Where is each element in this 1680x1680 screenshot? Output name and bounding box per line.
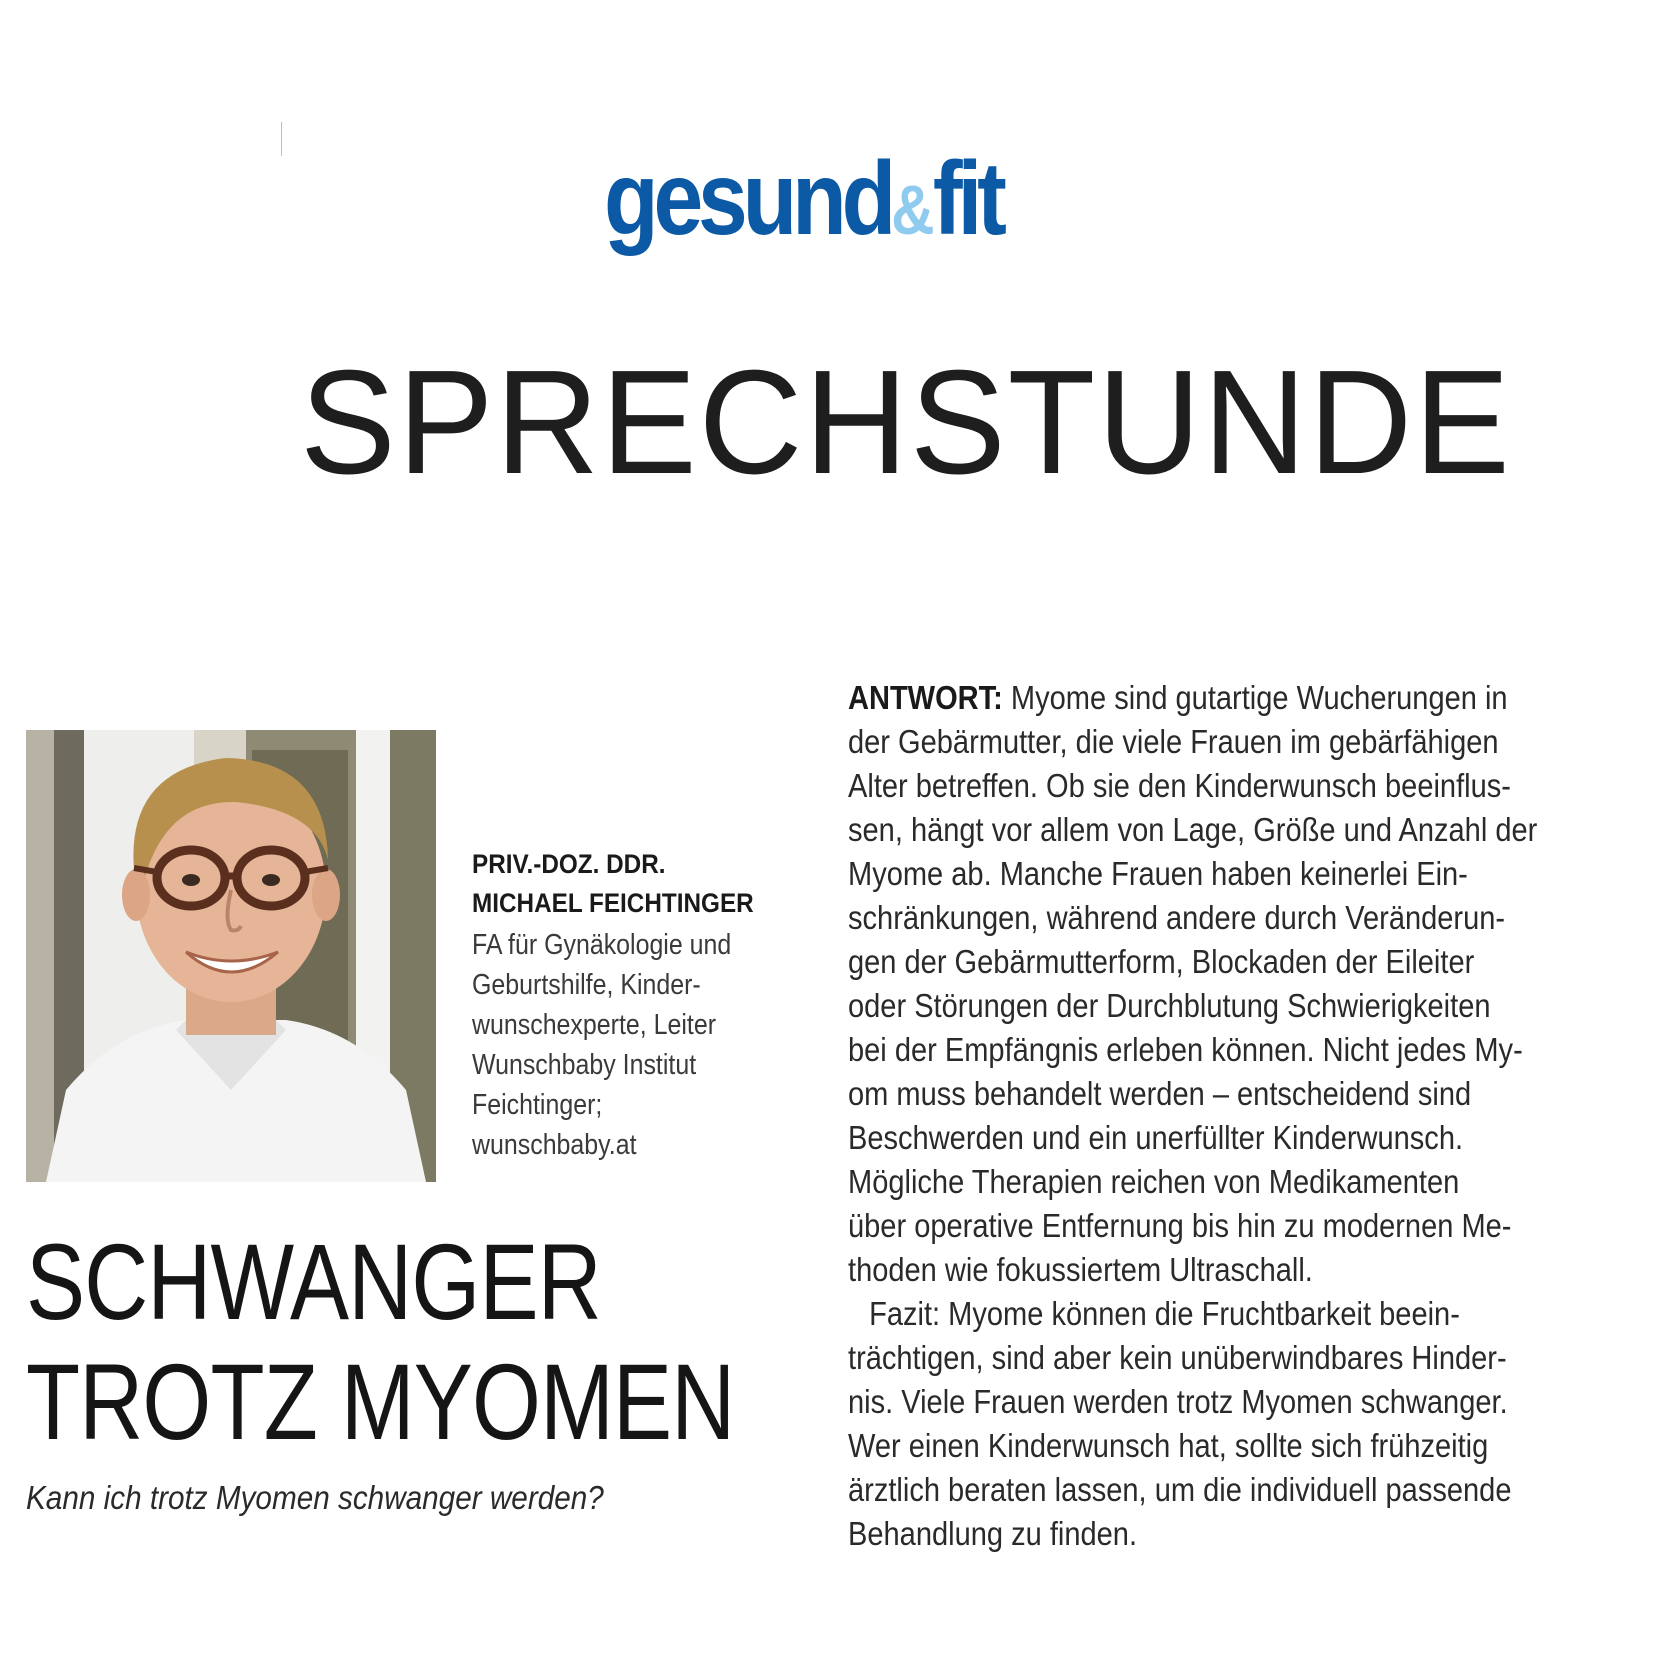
gesund-fit-logo xyxy=(604,124,1008,274)
conclusion-line: Fazit: Myome können die Fruchtbarkeit beein- xyxy=(869,1295,1460,1332)
answer-line: Mögliche Therapien reichen von Medikamenten xyxy=(848,1163,1460,1200)
article-headline xyxy=(26,1221,735,1462)
answer-line: thoden wie fokussiertem Ultraschall. xyxy=(848,1251,1313,1288)
answer-line: sen, hängt vor allem von Lage, Größe und Anzahl der xyxy=(848,811,1538,848)
author-desc-line: Geburtshilfe, Kinder- xyxy=(472,969,701,1001)
answer-line: oder Störungen der Durchblutung Schwierigkeiten xyxy=(848,987,1491,1024)
logo-word-fit: fit xyxy=(932,141,1002,257)
portrait-illustration xyxy=(26,730,436,1182)
author-description xyxy=(472,925,782,1165)
author-desc-line: wunschexperte, Leiter xyxy=(472,1009,716,1041)
answer-line: bei der Empfängnis erleben können. Nicht jedes My- xyxy=(848,1031,1523,1068)
conclusion-line: Behandlung zu finden. xyxy=(848,1515,1138,1552)
answer-line: schränkungen, während andere durch Veränderun- xyxy=(848,899,1506,936)
logo-word-gesund: gesund xyxy=(604,141,892,257)
answer-line: der Gebärmutter, die viele Frauen im gebärfähigen xyxy=(848,723,1499,760)
author-name-line-1: PRIV.-DOZ. DDR. xyxy=(472,849,666,879)
author-desc-line: Wunschbaby Institut xyxy=(472,1049,697,1081)
answer-line: Beschwerden und ein unerfüllter Kinderwunsch. xyxy=(848,1119,1464,1156)
conclusion-line: ärztlich beraten lassen, um die individuell passende xyxy=(848,1471,1512,1508)
section-title: SPRECHSTUNDE xyxy=(300,340,1512,505)
author-website: wunschbaby.at xyxy=(472,1129,637,1161)
logo-ampersand: & xyxy=(891,171,933,249)
answer-line: gen der Gebärmutterform, Blockaden der Eileiter xyxy=(848,943,1475,980)
answer-text: Myome sind gutartige Wucherungen in xyxy=(1002,679,1508,716)
conclusion-line: nis. Viele Frauen werden trotz Myomen schwanger. xyxy=(848,1383,1508,1420)
answer-first-line xyxy=(848,676,1552,720)
author-desc-line: FA für Gynäkologie und xyxy=(472,929,732,961)
answer-line: Myome ab. Manche Frauen haben keinerlei Ein- xyxy=(848,855,1468,892)
answer-line: om muss behandelt werden – entscheidend sind xyxy=(848,1075,1472,1112)
headline-line-2: TROTZ MYOMEN xyxy=(26,1341,735,1462)
author-portrait xyxy=(26,730,436,1182)
answer-lead: ANTWORT: xyxy=(848,679,1003,716)
author-desc-line: Feichtinger; xyxy=(472,1089,603,1121)
conclusion-line: Wer einen Kinderwunsch hat, sollte sich frühzeitig xyxy=(848,1427,1489,1464)
answer-line: Alter betreffen. Ob sie den Kinderwunsch beeinflus- xyxy=(848,767,1511,804)
headline-line-1: SCHWANGER xyxy=(26,1221,601,1342)
reader-question: Kann ich trotz Myomen schwanger werden? xyxy=(26,1479,604,1516)
answer-body xyxy=(848,676,1552,1556)
author-bio xyxy=(472,845,832,1165)
author-name-line-2: MICHAEL FEICHTINGER xyxy=(472,888,754,918)
conclusion-line: trächtigen, sind aber kein unüberwindbares Hinder- xyxy=(848,1339,1507,1376)
crop-mark xyxy=(281,122,282,156)
answer-line: über operative Entfernung bis hin zu modernen Me- xyxy=(848,1207,1512,1244)
